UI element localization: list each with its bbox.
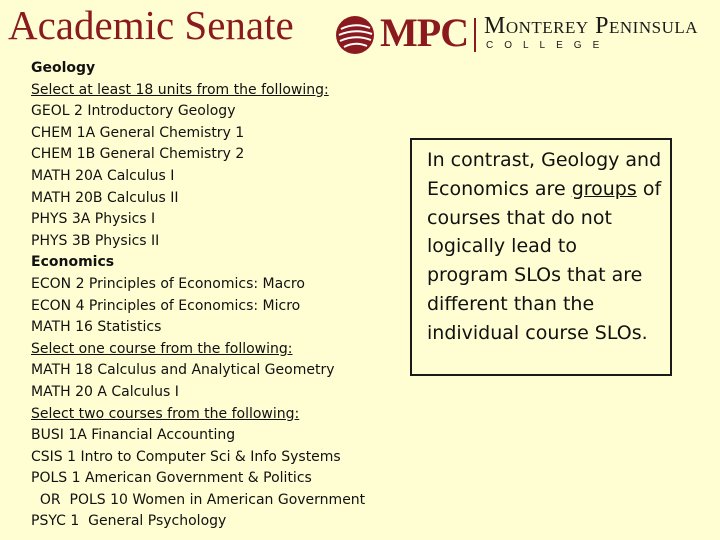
course-item: PHYS 3B Physics II bbox=[31, 232, 160, 249]
section-heading: Geology bbox=[31, 60, 96, 76]
course-item: MATH 20B Calculus II bbox=[31, 189, 179, 206]
logo-college-name: Monterey Peninsula bbox=[484, 13, 699, 39]
page-title: Academic Senate bbox=[8, 2, 294, 48]
course-item: CHEM 1A General Chemistry 1 bbox=[31, 124, 245, 141]
mpc-logo-mark-icon bbox=[334, 14, 378, 56]
selection-instruction: Select two courses from the following: bbox=[31, 405, 300, 422]
course-item: CHEM 1B General Chemistry 2 bbox=[31, 146, 245, 163]
course-item: ECON 2 Principles of Economics: Macro bbox=[31, 275, 305, 292]
requirements-list bbox=[31, 58, 365, 533]
callout-emphasis: groups bbox=[571, 177, 637, 200]
course-item: ECON 4 Principles of Economics: Micro bbox=[31, 297, 301, 314]
selection-instruction: Select one course from the following: bbox=[31, 340, 293, 357]
course-item: POLS 1 American Government & Politics bbox=[31, 470, 312, 487]
section-heading: Economics bbox=[31, 254, 115, 271]
course-item: PHYS 3A Physics I bbox=[31, 211, 156, 228]
callout-text-before: In contrast, Geology and Economics are bbox=[427, 149, 662, 200]
logo-divider bbox=[474, 18, 476, 52]
course-item: MATH 16 Statistics bbox=[31, 319, 162, 336]
callout-text-after: of courses that do not logically lead to program SLOs that are different than the individual course SLOs. bbox=[427, 177, 662, 344]
logo-abbreviation: MPC bbox=[380, 10, 469, 55]
course-item: PSYC 1 General Psychology bbox=[31, 513, 227, 530]
selection-instruction: Select at least 18 units from the following: bbox=[31, 81, 329, 98]
course-item: MATH 20 A Calculus I bbox=[31, 383, 179, 400]
course-item: GEOL 2 Introductory Geology bbox=[31, 103, 236, 120]
college-logo bbox=[334, 10, 716, 56]
course-item: MATH 18 Calculus and Analytical Geometry bbox=[31, 362, 335, 379]
logo-college-subtitle: COLLEGE bbox=[486, 40, 611, 51]
course-item: BUSI 1A Financial Accounting bbox=[31, 427, 236, 444]
callout-box bbox=[410, 138, 672, 376]
course-item: CSIS 1 Intro to Computer Sci & Info Systems bbox=[31, 448, 341, 465]
course-item: MATH 20A Calculus I bbox=[31, 167, 175, 184]
course-item: OR POLS 10 Women in American Government bbox=[31, 491, 366, 508]
